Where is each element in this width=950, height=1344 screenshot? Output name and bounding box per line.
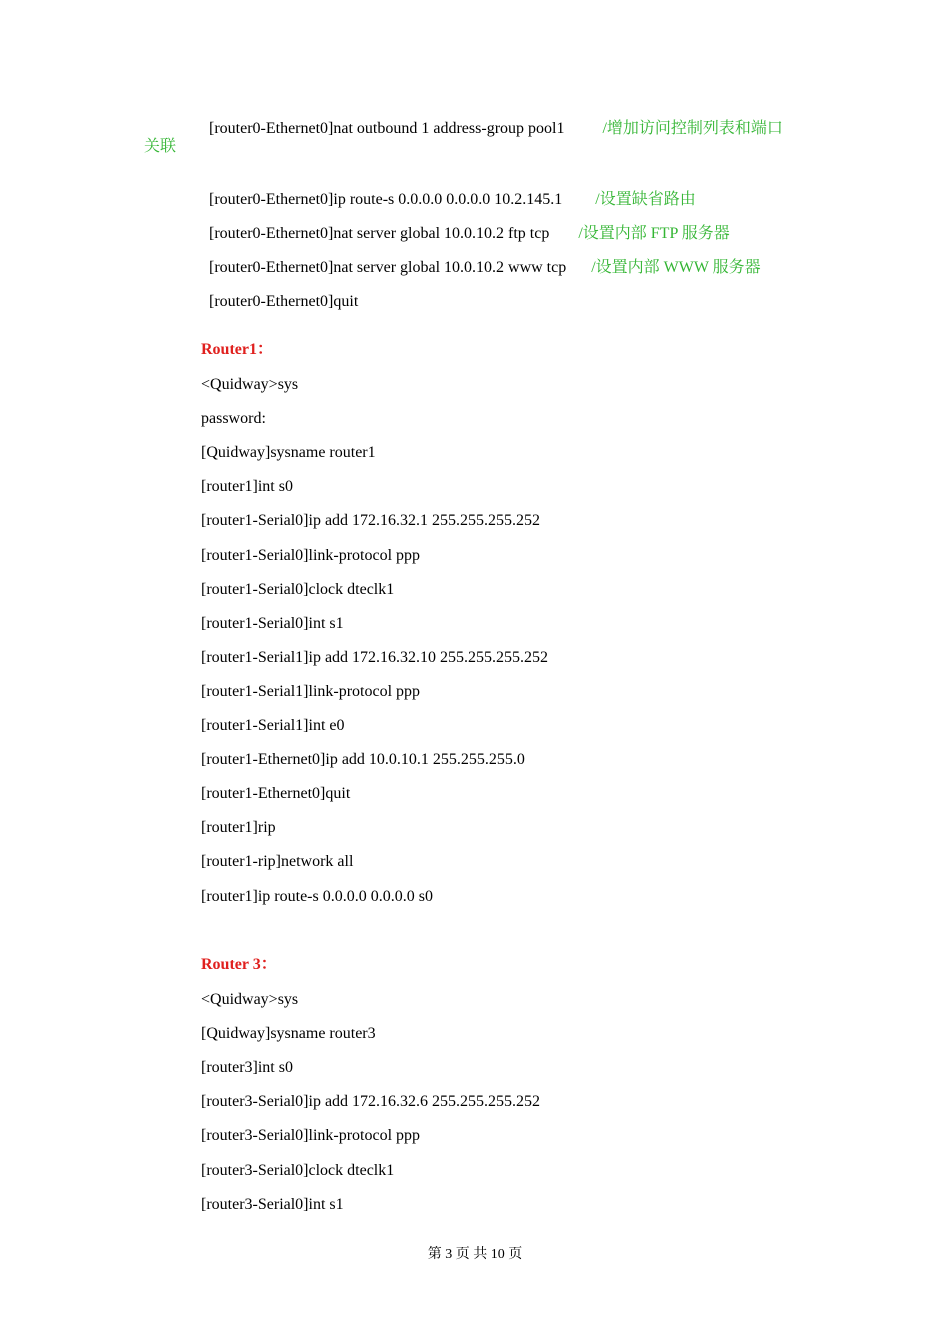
comment-wrap-text: 关联 [144, 138, 177, 155]
command-text: [router0-Ethernet0]nat server global 10.0.10.2 ftp tcp [209, 225, 550, 242]
command-line [201, 272, 358, 312]
comment-text: /设置内部 WWW 服务器 [591, 259, 761, 276]
command-line: [router3-Serial0]clock dteclk1 [201, 1161, 395, 1179]
page-footer: 第 3 页 共 10 页 [427, 1247, 523, 1262]
command-line: [router1]ip route-s 0.0.0.0 0.0.0.0 s0 [201, 887, 433, 905]
command-line: <Quidway>sys [201, 991, 299, 1008]
command-text: [router0-Ethernet0]nat outbound 1 address-group pool1 [209, 120, 565, 137]
command-line: [router1]rip [201, 819, 276, 837]
command-line: [router1-Serial1]int e0 [201, 717, 345, 734]
command-line: [router3-Serial0]ip add 172.16.32.6 255.255.255.252 [201, 1093, 541, 1111]
command-line [201, 99, 783, 139]
command-line: [router1-Serial0]int s1 [201, 614, 344, 632]
command-line: <Quidway>sys [201, 376, 299, 393]
command-line: [router1-Ethernet0]ip add 10.0.10.1 255.255.255.0 [201, 751, 525, 769]
command-line: [router1-Serial0]link-protocol ppp [201, 546, 421, 564]
command-line: [router1]int s0 [201, 478, 293, 496]
command-line: [router1-rip]network all [201, 853, 354, 871]
command-text: [router0-Ethernet0]nat server global 10.0.10.2 www tcp [209, 259, 567, 276]
command-text: [router0-Ethernet0]ip route-s 0.0.0.0 0.0.0.0 10.2.145.1 [209, 191, 563, 208]
comment-text: /增加访问控制列表和端口 [602, 120, 783, 137]
command-line: [router3]int s0 [201, 1059, 293, 1077]
comment-text: /设置缺省路由 [595, 191, 696, 208]
command-line: [router1-Ethernet0]quit [201, 785, 351, 803]
command-line: [router1-Serial0]ip add 172.16.32.1 255.255.255.252 [201, 512, 541, 530]
comment-text: /设置内部 FTP 服务器 [578, 225, 730, 242]
command-line: [Quidway]sysname router3 [201, 1025, 376, 1043]
command-line: [router3-Serial0]link-protocol ppp [201, 1127, 421, 1145]
command-line: [router1-Serial0]clock dteclk1 [201, 580, 395, 598]
section-heading-router1: Router1： [201, 341, 273, 358]
section-heading-router3: Router 3： [201, 956, 277, 973]
command-line: [router1-Serial1]ip add 172.16.32.10 255.255.255.252 [201, 648, 549, 666]
command-line: [router3-Serial0]int s1 [201, 1195, 344, 1213]
command-line: [Quidway]sysname router1 [201, 444, 376, 462]
command-line: password: [201, 410, 266, 428]
command-text: [router0-Ethernet0]quit [209, 293, 359, 310]
command-line: [router1-Serial1]link-protocol ppp [201, 682, 421, 700]
